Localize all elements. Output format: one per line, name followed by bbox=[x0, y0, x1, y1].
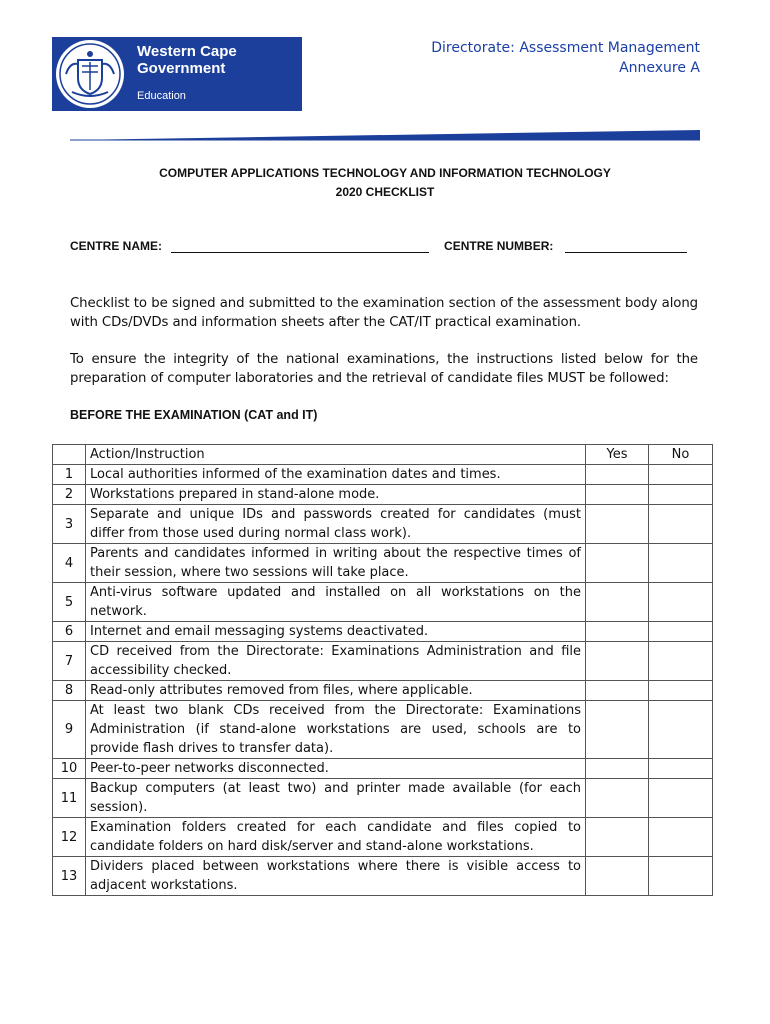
row-number: 8 bbox=[53, 681, 86, 701]
row-instruction: Dividers placed between workstations where there is visible access to adjacent workstations. bbox=[86, 857, 586, 896]
no-checkbox-cell[interactable] bbox=[649, 681, 713, 701]
table-row bbox=[53, 779, 713, 818]
no-checkbox-cell[interactable] bbox=[649, 622, 713, 642]
no-checkbox-cell[interactable] bbox=[649, 544, 713, 583]
title-line-1: COMPUTER APPLICATIONS TECHNOLOGY AND INFORMATION TECHNOLOGY bbox=[159, 166, 611, 180]
row-number: 7 bbox=[53, 642, 86, 681]
header-action: Action/Instruction bbox=[86, 445, 586, 465]
row-number: 2 bbox=[53, 485, 86, 505]
yes-checkbox-cell[interactable] bbox=[586, 779, 649, 818]
header-divider bbox=[70, 126, 702, 142]
row-number: 1 bbox=[53, 465, 86, 485]
coat-of-arms-icon bbox=[56, 40, 124, 108]
table-row bbox=[53, 857, 713, 896]
logo-line-3: Education bbox=[137, 90, 186, 102]
table-row bbox=[53, 465, 713, 485]
yes-checkbox-cell[interactable] bbox=[586, 544, 649, 583]
yes-checkbox-cell[interactable] bbox=[586, 505, 649, 544]
no-checkbox-cell[interactable] bbox=[649, 701, 713, 759]
yes-checkbox-cell[interactable] bbox=[586, 583, 649, 622]
table-row bbox=[53, 642, 713, 681]
row-instruction: Anti-virus software updated and installed on all workstations on the network. bbox=[86, 583, 586, 622]
table-row bbox=[53, 759, 713, 779]
centre-name-field[interactable] bbox=[171, 240, 429, 253]
row-number: 4 bbox=[53, 544, 86, 583]
checklist-table bbox=[52, 444, 713, 896]
row-number: 5 bbox=[53, 583, 86, 622]
no-checkbox-cell[interactable] bbox=[649, 759, 713, 779]
table-row bbox=[53, 544, 713, 583]
yes-checkbox-cell[interactable] bbox=[586, 818, 649, 857]
row-instruction: Internet and email messaging systems deactivated. bbox=[86, 622, 586, 642]
annexure-label: Annexure A bbox=[619, 60, 700, 76]
row-instruction: CD received from the Directorate: Examinations Administration and file accessibility checked. bbox=[86, 642, 586, 681]
header-yes: Yes bbox=[586, 445, 649, 465]
table-header-row bbox=[53, 445, 713, 465]
centre-name-label: CENTRE NAME: bbox=[70, 239, 162, 253]
row-instruction: Local authorities informed of the examination dates and times. bbox=[86, 465, 586, 485]
centre-number-field[interactable] bbox=[565, 240, 687, 253]
row-number: 10 bbox=[53, 759, 86, 779]
header-number-cell bbox=[53, 445, 86, 465]
table-row bbox=[53, 701, 713, 759]
table-row bbox=[53, 485, 713, 505]
row-number: 13 bbox=[53, 857, 86, 896]
row-number: 3 bbox=[53, 505, 86, 544]
table-row bbox=[53, 681, 713, 701]
table-row bbox=[53, 505, 713, 544]
header-info bbox=[431, 38, 700, 78]
yes-checkbox-cell[interactable] bbox=[586, 701, 649, 759]
table-row bbox=[53, 818, 713, 857]
row-instruction: Examination folders created for each candidate and files copied to candidate folders on hard disk/server and stand-alone workstations. bbox=[86, 818, 586, 857]
yes-checkbox-cell[interactable] bbox=[586, 622, 649, 642]
row-instruction: Separate and unique IDs and passwords created for candidates (must differ from those used during normal class work). bbox=[86, 505, 586, 544]
no-checkbox-cell[interactable] bbox=[649, 505, 713, 544]
logo-line-2: Government bbox=[137, 60, 226, 77]
section-heading: BEFORE THE EXAMINATION (CAT and IT) bbox=[70, 408, 318, 422]
row-instruction: Workstations prepared in stand-alone mode. bbox=[86, 485, 586, 505]
no-checkbox-cell[interactable] bbox=[649, 465, 713, 485]
row-number: 9 bbox=[53, 701, 86, 759]
logo-line-1: Western Cape bbox=[137, 43, 237, 60]
yes-checkbox-cell[interactable] bbox=[586, 465, 649, 485]
row-instruction: Read-only attributes removed from files, where applicable. bbox=[86, 681, 586, 701]
yes-checkbox-cell[interactable] bbox=[586, 485, 649, 505]
yes-checkbox-cell[interactable] bbox=[586, 857, 649, 896]
table-row bbox=[53, 583, 713, 622]
no-checkbox-cell[interactable] bbox=[649, 857, 713, 896]
row-number: 11 bbox=[53, 779, 86, 818]
row-number: 6 bbox=[53, 622, 86, 642]
centre-number-label: CENTRE NUMBER: bbox=[444, 239, 554, 253]
yes-checkbox-cell[interactable] bbox=[586, 642, 649, 681]
header-no: No bbox=[649, 445, 713, 465]
centre-fields bbox=[70, 239, 700, 253]
row-instruction: Backup computers (at least two) and printer made available (for each session). bbox=[86, 779, 586, 818]
row-instruction: Parents and candidates informed in writing about the respective times of their session, where two sessions will take place. bbox=[86, 544, 586, 583]
document-title bbox=[70, 164, 700, 202]
instruction-paragraph-1: Checklist to be signed and submitted to the examination section of the assessment body along with CDs/DVDs and information sheets after the CAT/IT practical examination. bbox=[70, 296, 698, 330]
western-cape-government-logo bbox=[52, 37, 302, 111]
no-checkbox-cell[interactable] bbox=[649, 583, 713, 622]
no-checkbox-cell[interactable] bbox=[649, 642, 713, 681]
no-checkbox-cell[interactable] bbox=[649, 779, 713, 818]
yes-checkbox-cell[interactable] bbox=[586, 759, 649, 779]
row-instruction: Peer-to-peer networks disconnected. bbox=[86, 759, 586, 779]
table-row bbox=[53, 622, 713, 642]
instruction-paragraph-2: To ensure the integrity of the national examinations, the instructions listed below for the preparation of computer laboratories and the retrieval of candidate files MUST be followed: bbox=[70, 352, 698, 386]
yes-checkbox-cell[interactable] bbox=[586, 681, 649, 701]
row-instruction: At least two blank CDs received from the Directorate: Examinations Administration (if stand-alone workstations are used, schools are to provide flash drives to transfer data). bbox=[86, 701, 586, 759]
title-line-2: 2020 CHECKLIST bbox=[335, 185, 435, 199]
no-checkbox-cell[interactable] bbox=[649, 818, 713, 857]
no-checkbox-cell[interactable] bbox=[649, 485, 713, 505]
directorate-label: Directorate: Assessment Management bbox=[431, 40, 700, 56]
row-number: 12 bbox=[53, 818, 86, 857]
